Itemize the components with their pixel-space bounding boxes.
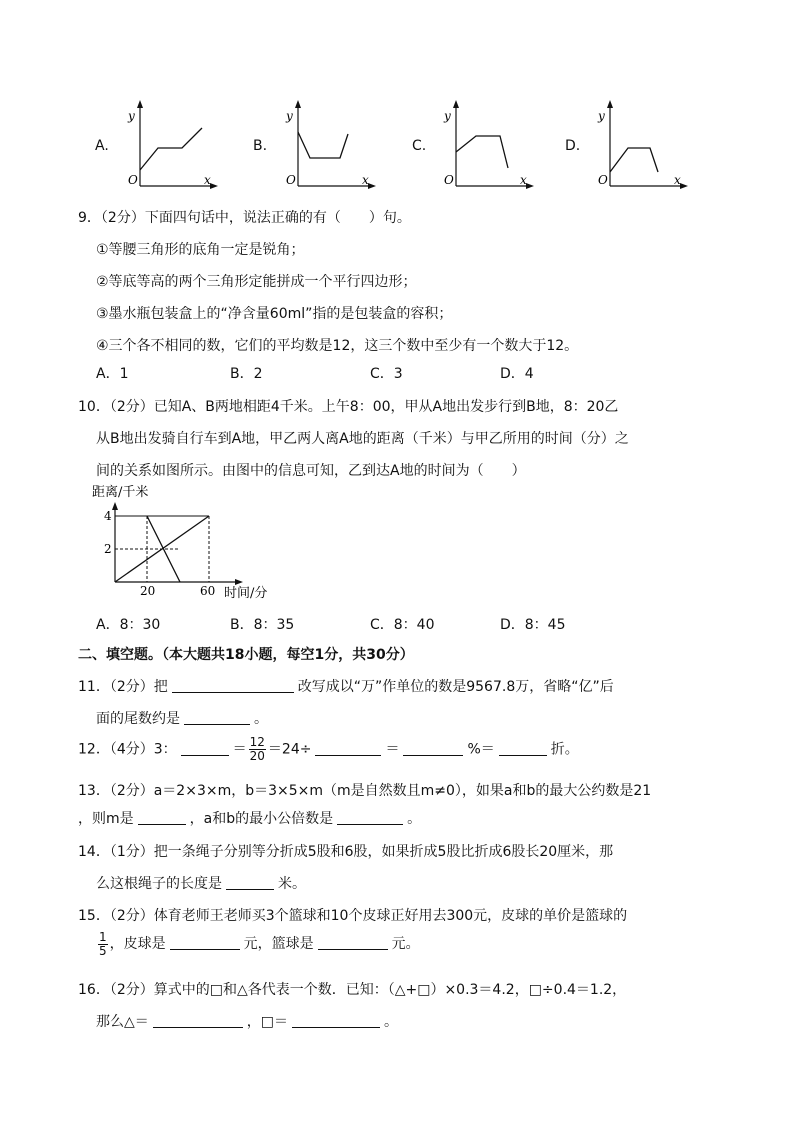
option-b-label: B. (253, 138, 268, 154)
q11-line-2 (96, 708, 268, 728)
q12-blank-4[interactable] (499, 741, 547, 756)
q11-text-a: 11．（2分）把 (78, 679, 168, 695)
q13-line-1: 13．（2分）a＝2×3×m，b＝3×5×m（m是自然数且m≠0），如果a和b的最大公约数是21 (78, 783, 652, 799)
origin: O (444, 173, 454, 187)
q11-blank-1[interactable] (172, 678, 294, 693)
q14-blank[interactable] (226, 875, 274, 890)
chart-xlabel: 时间/分 (224, 586, 268, 601)
q9-statement-1: ①等腰三角形的底角一定是锐角； (96, 242, 305, 258)
q16-line-2 (96, 1011, 398, 1031)
graph-b (276, 98, 376, 193)
axis-x: x (520, 173, 527, 187)
q9-statement-3: ③墨水瓶包装盒上的“净含量60ml”指的是包装盒的容积； (96, 306, 453, 322)
q14-line-1: 14．（1分）把一条绳子分别等分折成5股和6股，如果折成5股比折成6股长20厘米，那 (78, 844, 614, 860)
q10-options (0, 614, 794, 634)
section-2-title: 二、填空题。（本大题共18小题，每空1分，共30分） (78, 647, 414, 663)
q12-fraction (249, 736, 266, 763)
axis-y: y (444, 109, 451, 123)
q15-fraction (98, 931, 108, 958)
q12-text-e: %＝ (467, 741, 495, 758)
q16-text-c: 。 (384, 1014, 399, 1030)
q16-line-1: 16．（2分）算式中的□和△各代表一个数．已知：（△+□）×0.3＝4.2，□÷0.4＝1.2， (78, 982, 627, 998)
q9-statement-2: ②等底等高的两个三角形定能拼成一个平行四边形； (96, 274, 417, 290)
q16-text-b: ，□＝ (246, 1014, 289, 1030)
origin: O (598, 173, 608, 187)
axis-y: y (286, 109, 293, 123)
graph-a (118, 98, 218, 193)
q12-text-f: 折。 (550, 741, 579, 758)
q13-text-c: 。 (407, 811, 422, 827)
q10-distance-time-chart (88, 480, 288, 605)
axis-y: y (128, 109, 135, 123)
q9-option-c[interactable]: C．3 (370, 366, 403, 382)
q12-frac-num: 12 (249, 735, 265, 749)
q15-frac-den: 5 (99, 943, 107, 958)
origin: O (128, 173, 138, 187)
axis-y: y (598, 109, 605, 123)
axis-x: x (674, 173, 681, 187)
q15-text-c: 元。 (391, 936, 420, 952)
q9-options (0, 363, 794, 383)
q9-option-d[interactable]: D．4 (500, 366, 534, 382)
q15-text-b: 元，篮球是 (243, 936, 314, 952)
q12-line (78, 736, 579, 763)
y-tick-2: 2 (104, 542, 112, 556)
q12-text-d: ＝ (385, 741, 400, 758)
graph-d (588, 98, 688, 193)
y-tick-4: 4 (104, 509, 112, 523)
q11-text-c: 面的尾数约是 (96, 711, 180, 727)
q16-text-a: 那么△＝ (96, 1014, 149, 1030)
q12-blank-2[interactable] (315, 741, 381, 756)
q12-text-b: ＝ (232, 741, 247, 758)
q15-blank-2[interactable] (318, 935, 388, 950)
q12-frac-den: 20 (249, 749, 265, 763)
q9-option-b[interactable]: B．2 (230, 366, 263, 382)
q15-text-a: ，皮球是 (109, 936, 166, 952)
q16-blank-2[interactable] (292, 1013, 380, 1028)
q13-line-2 (78, 808, 421, 828)
x-tick-20: 20 (140, 584, 156, 598)
q9-statement-4: ④三个各不相同的数，它们的平均数是12，这三个数中至少有一个数大于12。 (96, 338, 579, 354)
q12-text-c: ＝24÷ (267, 741, 312, 758)
q15-frac-num: 1 (99, 929, 107, 944)
q16-blank-1[interactable] (153, 1013, 243, 1028)
q15-line-2 (96, 930, 420, 958)
q11-text-d: 。 (254, 711, 268, 727)
q12-text-a: 12．（4分）3： (78, 741, 177, 758)
graph-c (434, 98, 534, 193)
axis-x: x (204, 173, 211, 187)
q14-line-2 (96, 873, 306, 893)
q15-line-1: 15．（2分）体育老师王老师买3个篮球和10个皮球正好用去300元，皮球的单价是篮球的 (78, 908, 628, 924)
origin: O (286, 173, 296, 187)
q10-line-1: 10．（2分）已知A、B两地相距4千米。上午8：00，甲从A地出发步行到B地，8：20乙 (78, 399, 619, 415)
series-jia (115, 516, 209, 582)
q10-line-3: 间的关系如图所示。由图中的信息可知，乙到达A地的时间为（ ） (96, 463, 526, 479)
q13-text-a: ，则m是 (78, 811, 134, 827)
q11-text-b: 改写成以“万”作单位的数是9567.8万，省略“亿”后 (297, 679, 614, 695)
chart-ylabel: 距离/千米 (92, 485, 149, 500)
q14-text-a: 么这根绳子的长度是 (96, 876, 222, 892)
q11-line-1 (78, 676, 614, 696)
q13-text-b: ，a和b的最小公倍数是 (189, 811, 334, 827)
q11-blank-2[interactable] (184, 710, 250, 725)
option-d-label: D. (565, 138, 581, 154)
q13-blank-1[interactable] (138, 810, 186, 825)
axis-x: x (362, 173, 369, 187)
q12-blank-1[interactable] (181, 741, 229, 756)
q10-option-d[interactable]: D．8：45 (500, 617, 566, 633)
q9-stem: 9．（2分）下面四句话中，说法正确的有（ ）句。 (78, 210, 411, 226)
q14-text-b: 米。 (278, 876, 306, 892)
q10-option-c[interactable]: C．8：40 (370, 617, 435, 633)
q9-option-a[interactable]: A．1 (96, 366, 129, 382)
q12-blank-3[interactable] (403, 741, 463, 756)
q10-line-2: 从B地出发骑自行车到A地，甲乙两人离A地的距离（千米）与甲乙所用的时间（分）之 (96, 431, 629, 447)
q13-blank-2[interactable] (337, 810, 403, 825)
option-c-label: C. (412, 138, 427, 154)
q15-blank-1[interactable] (170, 935, 240, 950)
option-a-label: A. (95, 138, 109, 154)
q10-option-b[interactable]: B．8：35 (230, 617, 295, 633)
q10-option-a[interactable]: A．8：30 (96, 617, 161, 633)
x-tick-60: 60 (200, 584, 216, 598)
